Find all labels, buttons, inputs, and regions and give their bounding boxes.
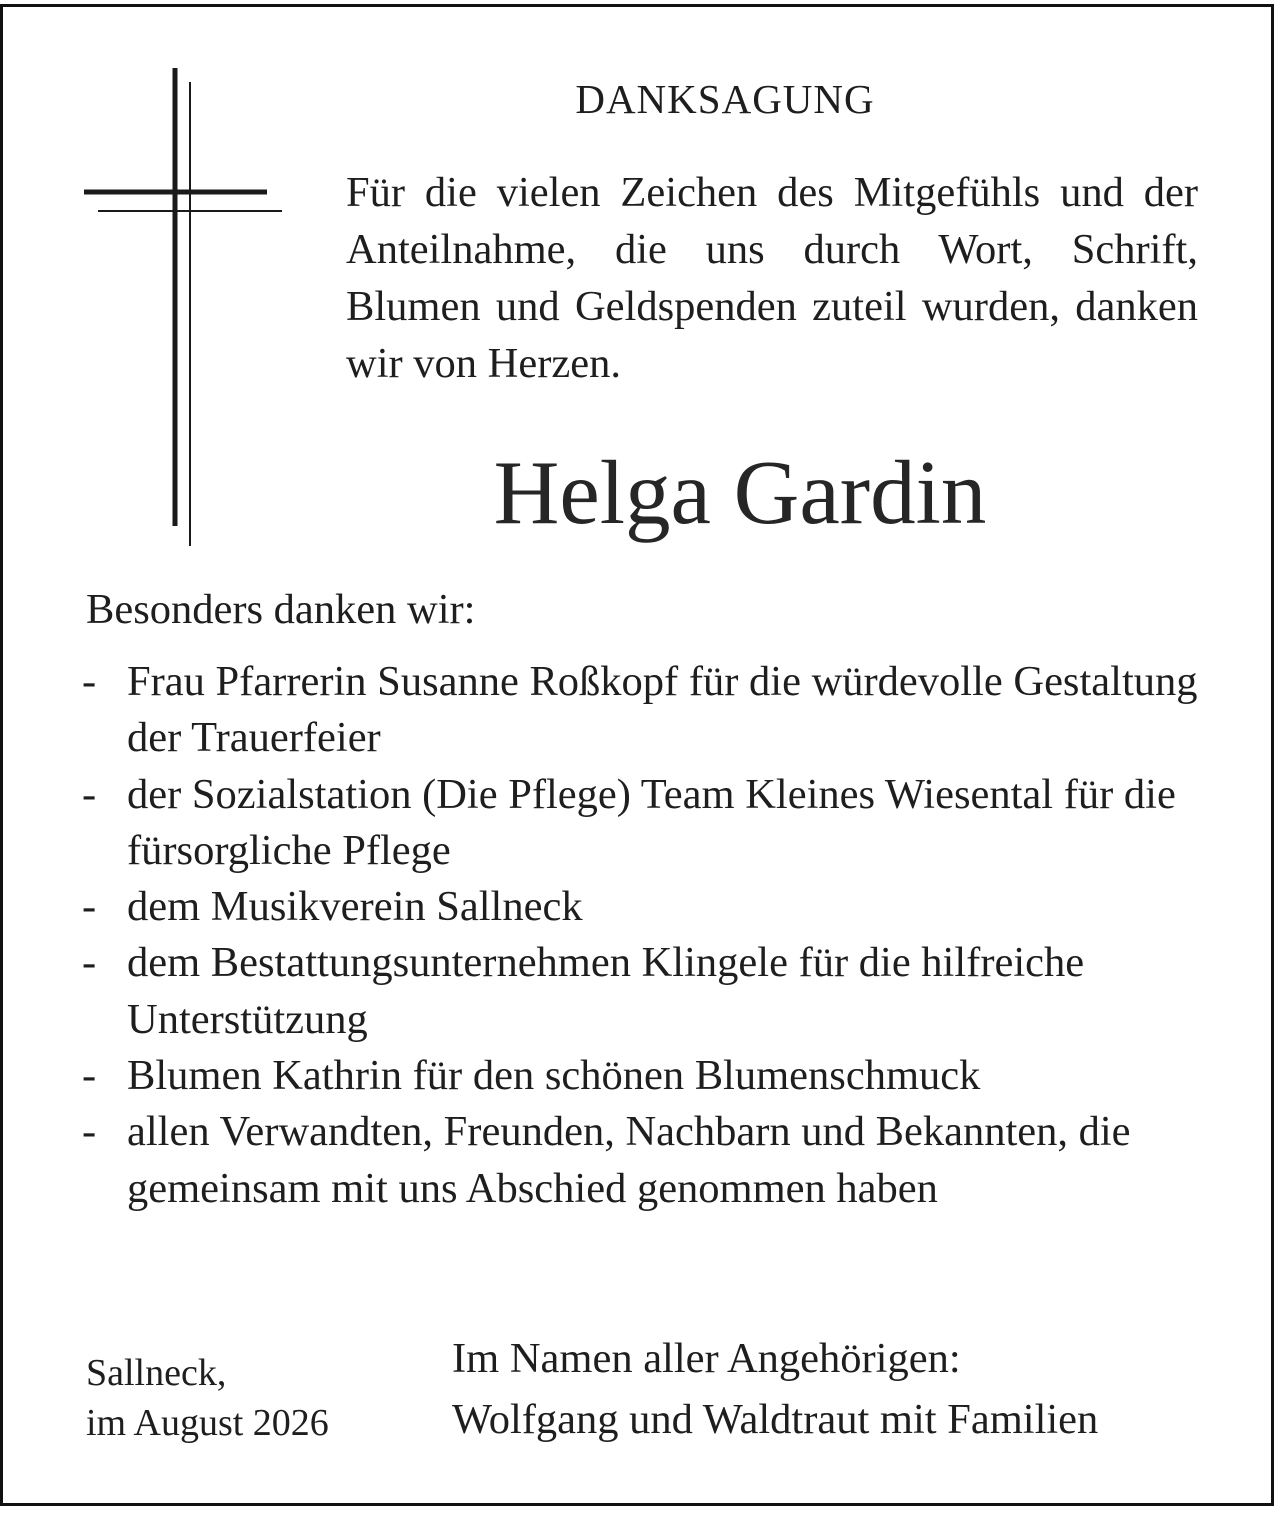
thanks-item-text: Frau Pfarrerin Susanne Roßkopf für die würdevolle Gestaltung der Trauerfeier: [127, 658, 1198, 762]
list-dash: -: [82, 939, 97, 987]
thanks-item: [82, 1104, 1212, 1217]
list-dash: -: [82, 1108, 97, 1156]
list-dash: -: [82, 1052, 97, 1100]
thanks-item-text: allen Verwandten, Freunden, Nachbarn und Bekannten, die gemeinsam mit uns Abschied genommen haben: [127, 1108, 1131, 1212]
thanks-item: [82, 767, 1212, 880]
thanks-list: [82, 654, 1212, 1217]
thanks-item: [82, 879, 1212, 935]
thanks-item-text: dem Musikverein Sallneck: [127, 883, 583, 931]
signature-block: [452, 1328, 1098, 1450]
list-dash: -: [82, 658, 97, 705]
deceased-name: Helga Gardin: [493, 442, 987, 543]
thanks-item-text: dem Bestattungsunternehmen Klingele für die hilfreiche Unterstützung: [127, 939, 1085, 1043]
thanks-item: [82, 935, 1212, 1048]
intro-text: Für die vielen Zeichen des Mitgefühls und der Anteilnahme, die uns durch Wort, Schrift, Blumen und Geldspenden zuteil wurden, danken wir von Herzen.: [346, 169, 1198, 387]
date: im August 2026: [86, 1402, 329, 1444]
list-dash: -: [82, 883, 97, 931]
thanks-item: [82, 1048, 1212, 1104]
signature-line-1: Im Namen aller Angehörigen:: [452, 1335, 961, 1382]
place-date: [86, 1348, 329, 1448]
thanks-item-text: der Sozialstation (Die Pflege) Team Kleines Wiesental für die fürsorgliche Pflege: [127, 770, 1176, 874]
thanks-intro: Besonders danken wir:: [86, 586, 476, 633]
thanks-item: [82, 654, 1212, 767]
place: Sallneck,: [86, 1352, 227, 1394]
signature-line-2: Wolfgang und Waldtraut mit Familien: [452, 1396, 1099, 1443]
cross-icon: [84, 68, 284, 548]
thanks-item-text: Blumen Kathrin für den schönen Blumenschmuck: [127, 1052, 981, 1100]
list-dash: -: [82, 770, 97, 818]
notice-heading: DANKSAGUNG: [575, 76, 875, 122]
